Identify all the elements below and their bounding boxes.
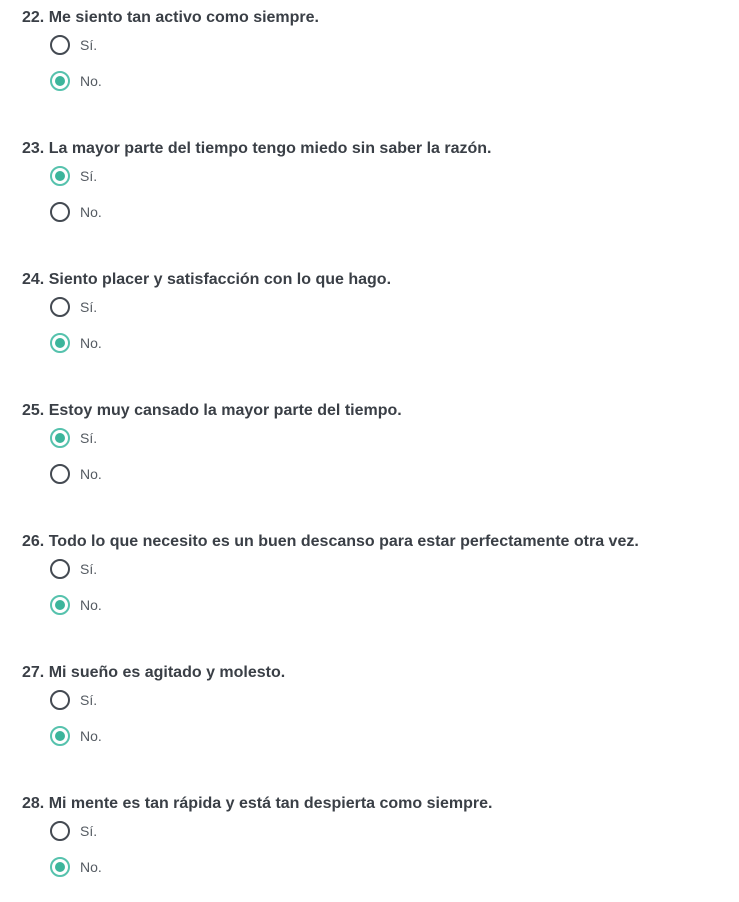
radio-checked-icon[interactable]	[50, 595, 70, 615]
radio-checked-icon[interactable]	[50, 333, 70, 353]
radio-option-label: Sí.	[80, 561, 98, 577]
question-title	[22, 531, 639, 553]
radio-checked-icon[interactable]	[50, 857, 70, 877]
question-number: 25.	[22, 402, 45, 419]
radio-option-label: No.	[80, 335, 102, 351]
question-number: 24.	[22, 271, 45, 288]
radio-dot-icon	[55, 171, 65, 181]
radio-option-label: Sí.	[80, 299, 98, 315]
question-text: Me siento tan activo como siempre.	[48, 9, 319, 26]
radio-option-label: No.	[80, 204, 102, 220]
question-number: 27.	[22, 664, 45, 681]
radio-dot-icon	[55, 862, 65, 872]
radio-unchecked-icon[interactable]	[50, 35, 70, 55]
question-number: 23.	[22, 140, 45, 157]
radio-option-label: No.	[80, 73, 102, 89]
radio-unchecked-icon[interactable]	[50, 821, 70, 841]
radio-checked-icon[interactable]	[50, 428, 70, 448]
radio-dot-icon	[55, 433, 65, 443]
radio-dot-icon	[55, 338, 65, 348]
radio-dot-icon	[55, 600, 65, 610]
question-text: Mi sueño es agitado y molesto.	[48, 664, 286, 681]
radio-unchecked-icon[interactable]	[50, 690, 70, 710]
radio-option-label: No.	[80, 466, 102, 482]
question-text: La mayor parte del tiempo tengo miedo sin saber la razón.	[48, 140, 492, 157]
question-text: Estoy muy cansado la mayor parte del tiempo.	[48, 402, 402, 419]
radio-option-label: Sí.	[80, 692, 98, 708]
radio-option-label: Sí.	[80, 168, 98, 184]
question-title	[22, 7, 319, 29]
question-number: 22.	[22, 9, 45, 26]
radio-option-label: No.	[80, 859, 102, 875]
radio-option-label: Sí.	[80, 823, 98, 839]
radio-dot-icon	[55, 76, 65, 86]
radio-unchecked-icon[interactable]	[50, 297, 70, 317]
radio-option-label: Sí.	[80, 37, 98, 53]
radio-checked-icon[interactable]	[50, 166, 70, 186]
question-title	[22, 662, 285, 684]
radio-option-label: Sí.	[80, 430, 98, 446]
radio-option-label: No.	[80, 597, 102, 613]
question-text: Siento placer y satisfacción con lo que hago.	[48, 271, 392, 288]
question-title	[22, 269, 391, 291]
question-title	[22, 138, 491, 160]
question-number: 28.	[22, 795, 45, 812]
question-text: Todo lo que necesito es un buen descanso para estar perfectamente otra vez.	[48, 533, 639, 550]
question-title	[22, 400, 402, 422]
radio-option-label: No.	[80, 728, 102, 744]
radio-dot-icon	[55, 731, 65, 741]
radio-checked-icon[interactable]	[50, 726, 70, 746]
radio-unchecked-icon[interactable]	[50, 559, 70, 579]
question-text: Mi mente es tan rápida y está tan despierta como siempre.	[48, 795, 493, 812]
radio-unchecked-icon[interactable]	[50, 202, 70, 222]
question-number: 26.	[22, 533, 45, 550]
radio-unchecked-icon[interactable]	[50, 464, 70, 484]
radio-checked-icon[interactable]	[50, 71, 70, 91]
question-title	[22, 793, 492, 815]
